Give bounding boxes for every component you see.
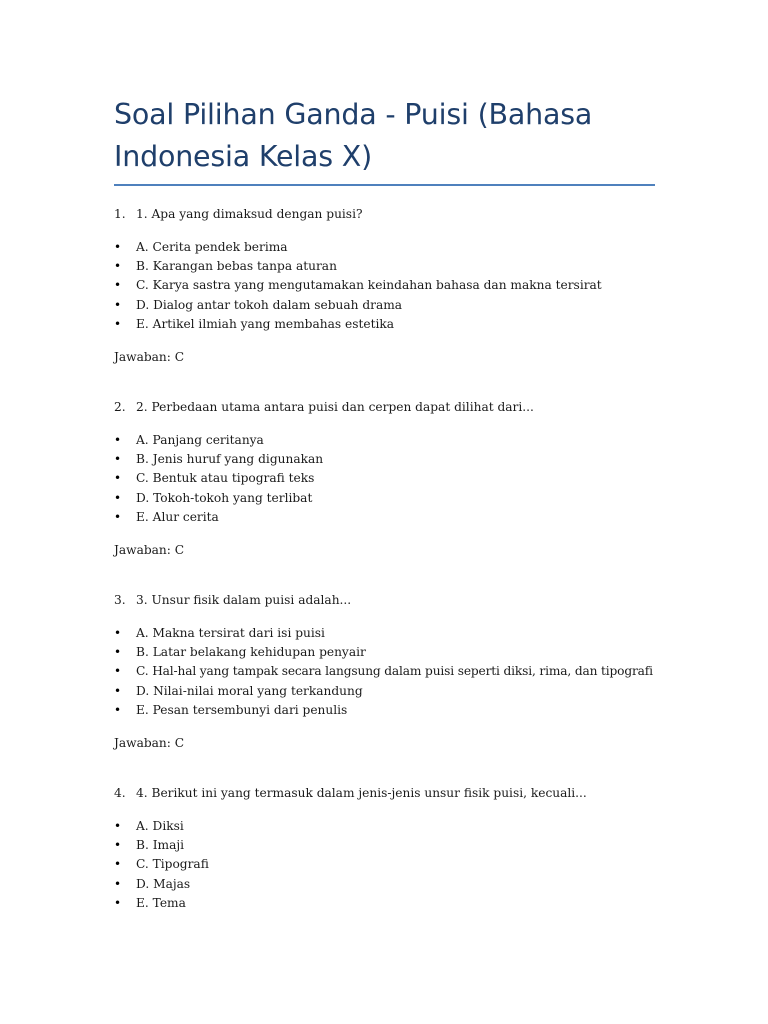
option-text: E. Pesan tersembunyi dari penulis [136,702,348,717]
bullet-icon: • [114,297,122,312]
option-text: C. Bentuk atau tipografi teks [136,471,315,486]
bullet-icon: • [114,664,122,679]
bullet-icon: • [114,645,122,660]
bullet-icon: • [114,240,122,254]
bullet-icon: • [114,876,122,891]
question-number: 3. [114,593,126,608]
option-item [114,450,655,469]
option-item [114,315,655,334]
bullet-icon: • [114,452,122,467]
option-list [114,238,655,334]
question-number: 4. [114,786,126,801]
option-text: B. Latar belakang kehidupan penyair [136,645,366,660]
question-1 [114,206,655,365]
question-text: 4. Berikut ini yang termasuk dalam jenis-jenis unsur fisik puisi, kecuali... [136,786,587,801]
option-item [114,682,655,701]
option-item [114,855,655,874]
option-text: A. Diksi [136,819,184,834]
question-2 [114,399,655,558]
question-3-line [114,592,655,608]
question-number: 2. [114,400,126,415]
option-text: C. Tipografi [136,857,209,872]
option-text: B. Karangan bebas tanpa aturan [136,259,337,274]
document-title-line-1: Soal Pilihan Ganda - Puisi (Bahasa [114,98,593,131]
option-text: E. Tema [136,895,186,910]
bullet-icon: • [114,259,122,274]
bullet-icon: • [114,626,122,641]
bullet-icon: • [114,895,122,910]
answer-text: Jawaban: C [114,736,185,751]
bullet-icon: • [114,819,122,834]
option-list [114,624,655,720]
bullet-icon: • [114,316,122,331]
option-text: C. Hal-hal yang tampak secara langsung dalam puisi seperti diksi, rima, dan tipografi [136,664,653,679]
option-item [114,701,655,720]
option-item [114,508,655,527]
answer-text: Jawaban: C [114,543,185,558]
bullet-icon: • [114,278,122,293]
option-item [114,296,655,315]
option-item [114,894,655,913]
document-title-line-2: Indonesia Kelas X) [114,140,373,173]
question-3 [114,592,655,751]
option-text: D. Nilai-nilai moral yang terkandung [136,683,363,698]
question-4-line [114,785,655,801]
option-text: A. Cerita pendek berima [136,240,288,254]
option-text: C. Karya sastra yang mengutamakan keindahan bahasa dan makna tersirat [136,278,602,293]
answer-text: Jawaban: C [114,350,185,365]
option-text: A. Panjang ceritanya [136,433,264,448]
option-item [114,469,655,488]
option-item [114,238,655,257]
option-item [114,662,655,681]
option-text: B. Imaji [136,838,185,853]
option-list [114,817,655,913]
bullet-icon: • [114,490,122,505]
bullet-icon: • [114,471,122,486]
option-item [114,624,655,643]
option-item [114,875,655,894]
question-4 [114,785,655,913]
option-item [114,643,655,662]
question-text: 2. Perbedaan utama antara puisi dan cerpen dapat dilihat dari... [136,400,534,415]
option-text: D. Majas [136,876,191,891]
option-item [114,276,655,295]
bullet-icon: • [114,683,122,698]
option-text: D. Tokoh-tokoh yang terlibat [136,490,313,505]
question-2-line [114,399,655,415]
question-number: 1. [114,207,126,221]
bullet-icon: • [114,838,122,853]
option-list [114,431,655,527]
bullet-icon: • [114,857,122,872]
option-text: E. Artikel ilmiah yang membahas estetika [136,316,395,331]
question-1-line [114,206,655,222]
document-title [114,94,655,184]
question-text: 3. Unsur fisik dalam puisi adalah... [136,593,352,608]
bullet-icon: • [114,433,122,448]
option-item [114,257,655,276]
option-text: B. Jenis huruf yang digunakan [136,452,324,467]
question-text: 1. Apa yang dimaksud dengan puisi? [136,207,363,221]
option-text: A. Makna tersirat dari isi puisi [136,626,325,641]
option-item [114,489,655,508]
document-page [114,94,655,913]
option-item [114,817,655,836]
bullet-icon: • [114,509,122,524]
option-item [114,431,655,450]
option-text: D. Dialog antar tokoh dalam sebuah drama [136,297,403,312]
option-item [114,836,655,855]
option-text: E. Alur cerita [136,509,219,524]
title-divider [114,184,655,186]
bullet-icon: • [114,702,122,717]
